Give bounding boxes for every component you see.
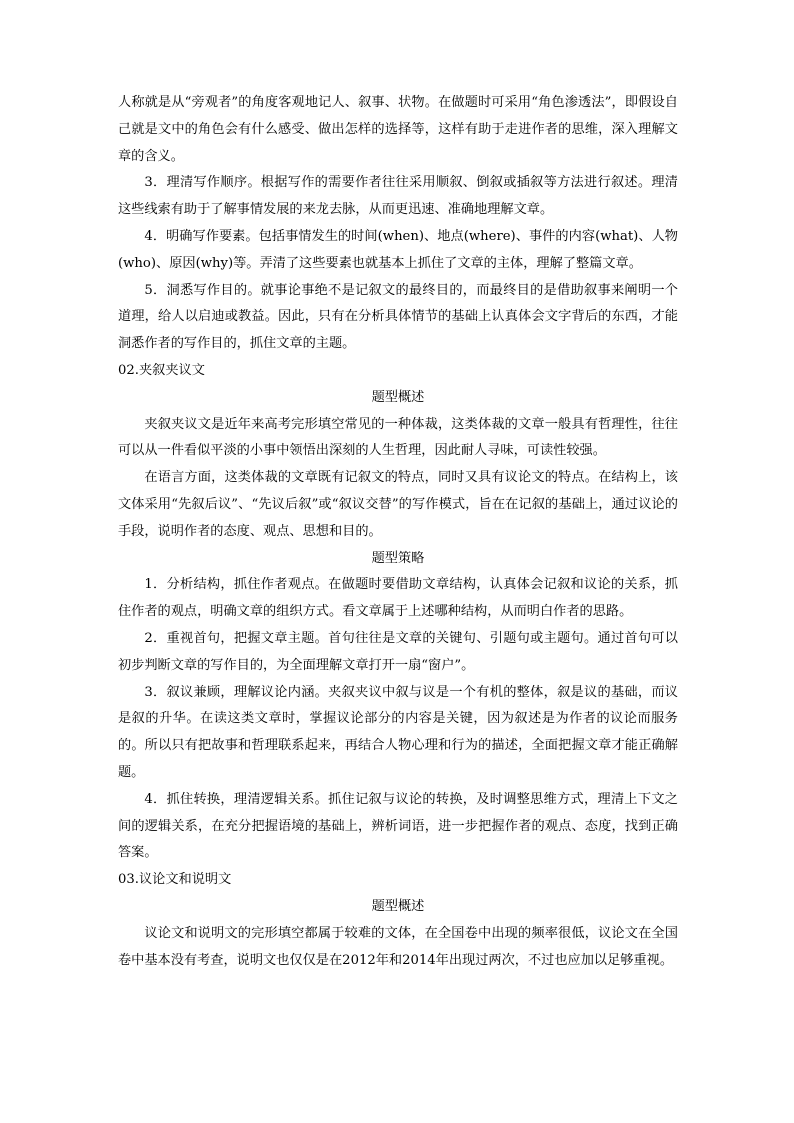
section-heading-argumentative-expository: 03.议论文和说明文 [118, 872, 232, 888]
paragraph-writing-elements: 4．明确写作要素。包括事情发生的时间(when)、地点(where)、事件的内容(what)、人物(who)、原因(why)等。弄清了这些要素也就基本上抓住了文章的主体，理解了整篇文章。 [118, 228, 678, 271]
paragraph-writing-order: 3．理清写作顺序。根据写作的需要作者往往采用顺叙、倒叙或插叙等方法进行叙述。理清这些线索有助于了解事情发展的来龙去脉，从而更迅速、准确地理解文章。 [118, 175, 678, 218]
subheading-overview-2: 题型概述 [371, 898, 425, 914]
paragraph-strategy-2: 2．重视首句，把握文章主题。首句往往是文章的关键句、引题句或主题句。通过首句可以初步判断文章的写作目的，为全面理解文章打开一扇“窗户”。 [118, 630, 678, 673]
subheading-overview: 题型概述 [371, 389, 425, 405]
subheading-strategy: 题型策略 [371, 550, 425, 566]
paragraph-strategy-3: 3．叙议兼顾，理解议论内涵。夹叙夹议中叙与议是一个有机的整体，叙是议的基础，而议是叙的升华。在读这类文章时，掌握议论部分的内容是关键，因为叙述是为作者的议论而服务的。所以只有把故事和哲理联系起来，再结合人物心理和行为的描述，全面把握文章才能正确解题。 [118, 684, 678, 780]
paragraph-strategy-1: 1．分析结构，抓住作者观点。在做题时要借助文章结构，认真体会记叙和议论的关系，抓住作者的观点，明确文章的组织方式。看文章属于上述哪种结构，从而明白作者的思路。 [118, 577, 678, 620]
paragraph-overview-2: 在语言方面，这类体裁的文章既有记叙文的特点，同时又具有议论文的特点。在结构上，该文体采用“先叙后议”、“先议后叙”或“叙议交替”的写作模式，旨在在记叙的基础上，通过议论的手段，说明作者的态度、观点、思想和目的。 [118, 470, 678, 539]
section-heading-narrative-argument: 02.夹叙夹议文 [118, 362, 205, 378]
document-page [118, 90, 678, 974]
paragraph-strategy-4: 4．抓住转换，理清逻辑关系。抓住记叙与议论的转换，及时调整思维方式，理清上下文之间的逻辑关系，在充分把握语境的基础上，辨析词语，进一步把握作者的观点、态度，找到正确答案。 [118, 791, 678, 861]
paragraph-overview-3: 议论文和说明文的完形填空都属于较难的文体，在全国卷中出现的频率很低，议论文在全国卷中基本没有考查，说明文也仅仅是在2012年和2014年出现过两次，不过也应加以足够重视。 [118, 925, 678, 968]
paragraph-writing-purpose: 5．洞悉写作目的。就事论事绝不是记叙文的最终目的，而最终目的是借助叙事来阐明一个道理，给人以启迪或教益。因此，只有在分析具体情节的基础上认真体会文字背后的东西，才能洞悉作者的写作目的，抓住文章的主题。 [118, 282, 678, 352]
paragraph-perspective: 人称就是从“旁观者”的角度客观地记人、叙事、状物。在做题时可采用“角色渗透法”，即假设自己就是文中的角色会有什么感受、做出怎样的选择等，这样有助于走进作者的思维，深入理解文章的含义。 [118, 95, 678, 164]
paragraph-overview-1: 夹叙夹议文是近年来高考完形填空常见的一种体裁，这类体裁的文章一般具有哲理性，往往可以从一件看似平淡的小事中领悟出深刻的人生哲理，因此耐人寻味，可读性较强。 [118, 416, 678, 459]
